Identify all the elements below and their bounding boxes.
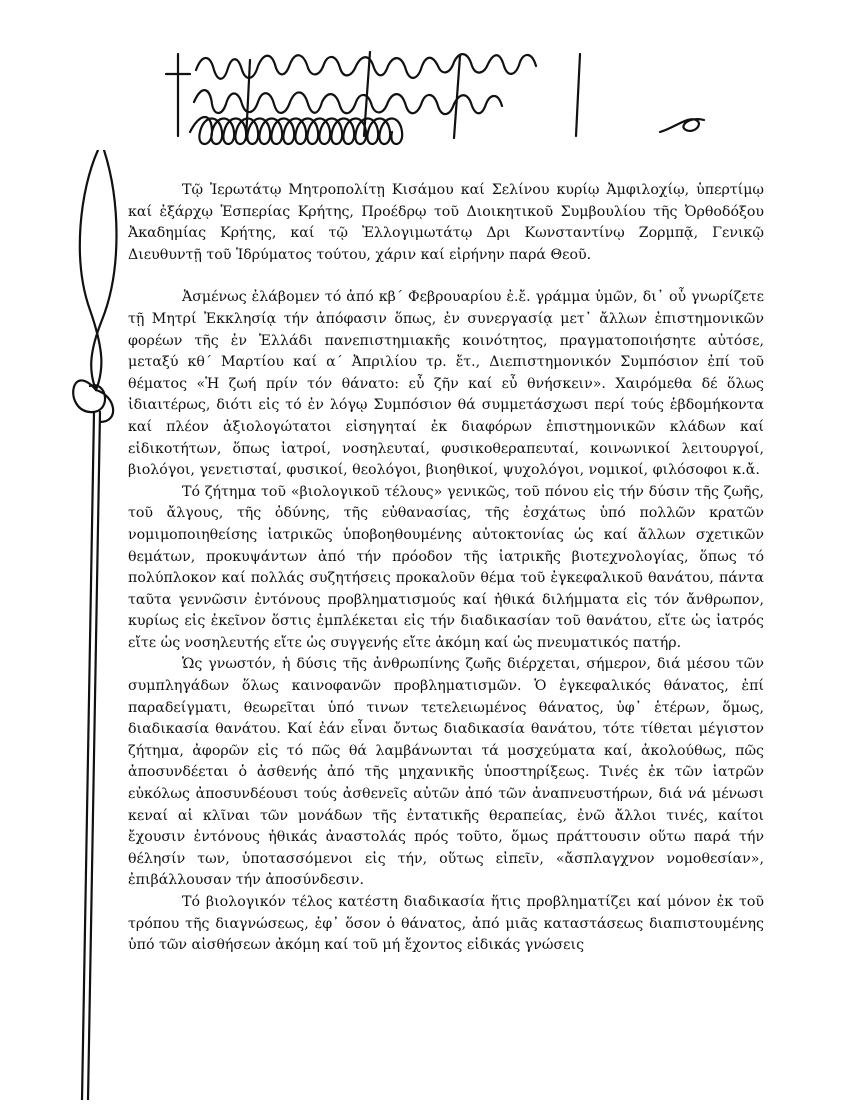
paragraph-4: Τό βιολογικόν τέλος κατέστη διαδικασία ἥτις προβληματίζει καί μόνον ἐκ τοῦ τρόπου τῆς διαγνώσεως, ἐφ᾽ ὅσον ὁ θάνατος, ἀπό μιᾶς καταστάσεως διαπιστουμένης ὑπό τῶν αἰσθήσεων ἀκόμη καί τοῦ μή ἔχοντος εἰδικάς γνώσεις <box>128 894 764 954</box>
paragraph-2: Τό ζήτημα τοῦ «βιολογικοῦ τέλους» γενικῶς, τοῦ πόνου εἰς τήν δύσιν τῆς ζωῆς, τοῦ ἄλγους, τῆς ὀδύνης, τῆς εὐθανασίας, τῆς ἐσχάτως ὑπό πολλῶν κρατῶν νομιμοποιηθείσης ἰατρικῶς ὑποβοηθουμένης αὐτοκτονίας ὡς καί ἄλλων σχετικῶν θεμάτων, προκυψάντων ἀπό τήν πρόοδον τῆς ἰατρικῆς βιοτεχνολογίας, ὅπως τό πολύπλοκον καί πολλάς συζητήσεις προκαλοῦν θέμα τοῦ ἐγκεφαλικοῦ θανάτου, πάντα ταῦτα γεννῶσιν ἐντόνους προβληματισμούς καί ἠθικά διλήμματα εἰς τόν ἄνθρωπον, κυρίως εἰς ἐκεῖνον ὅστις ἐμπλέκεται εἰς τήν διαδικασίαν τοῦ θανάτου, εἴτε ὡς ἰατρός εἴτε ὡς νοσηλευτής εἴτε ὡς συγγενής εἴτε ἀκόμη καί ὡς πνευματικός πατήρ. <box>128 483 764 651</box>
paragraph-1: Ἀσμένως ἐλάβομεν τό ἀπό κβ΄ Φεβρουαρίου ἐ.ἔ. γράμμα ὑμῶν, δι᾽ οὗ γνωρίζετε τῇ Μητρί Ἐκκλησίᾳ τήν ἀπόφασιν ὅπως, ἐν συνεργασίᾳ μετ᾽ ἄλλων ἐπιστημονικῶν φορέων τῆς ἐν Ἑλλάδι πανεπιστημιακῆς κοινότητος, πραγματοποιήσητε αὐτόσε, μεταξύ κθ΄ Μαρτίου καί α΄ Ἀπριλίου τρ. ἔτ., Διεπιστημονικόν Συμπόσιον ἐπί τοῦ θέματος «Ἡ ζωή πρίν τόν θάνατο: εὖ ζῆν καί εὖ θνήσκειν». Χαιρόμεθα δέ ὅλως ἰδιαιτέρως, διότι εἰς τό ἐν λόγῳ Συμπόσιον θά συμμετάσχωσι περί τούς ἑβδομήκοντα καί πλέον ἀξιολογώτατοι εἰσηγηταί ἐκ διαφόρων ἐπιστημονικῶν κλάδων καί εἰδικοτήτων, ὅπως ἰατροί, νοσηλευταί, φυσικοθεραπευταί, κοινωνικοί λειτουργοί, βιολόγοι, γενετισταί, φυσικοί, θεολόγοι, βιοηθικοί, ψυχολόγοι, νομικοί, φιλόσοφοι κ.ἄ. <box>128 289 764 479</box>
letter-body <box>128 180 764 957</box>
patriarch-signature <box>160 40 720 150</box>
letter-address: Τῷ Ἱερωτάτῳ Μητροπολίτῃ Κισάμου καί Σελίνου κυρίῳ Ἀμφιλοχίῳ, ὑπερτίμῳ καί ἐξάρχῳ Ἑσπερίας Κρήτης, Προέδρῳ τοῦ Διοικητικοῦ Συμβουλίου τῆς Ὀρθοδόξου Ἀκαδημίας Κρήτης, καί τῷ Ἐλλογιμωτάτῳ Δρι Κωνσταντίνῳ Ζορμπᾷ, Γενικῷ Διευθυντῇ τοῦ Ἱδρύματος τούτου, χάριν καί εἰρήνην παρά Θεοῦ. <box>128 182 764 263</box>
paragraph-3: Ὡς γνωστόν, ἡ δύσις τῆς ἀνθρωπίνης ζωῆς διέρχεται, σήμερον, διά μέσου τῶν συμπληγάδων ὅλως καινοφανῶν προβληματισμῶν. Ὁ ἐγκεφαλικός θάνατος, ἐπί παραδείγματι, θεωρεῖται ὑπό τινων τετελειωμένος θάνατος, ὑφ᾽ ἑτέρων, ὅμως, διαδικασία θανάτου. Καί ἐάν εἶναι ὄντως διαδικασία θανάτου, τότε τίθεται μέγιστον ζήτημα, ἀφορῶν εἰς τό πῶς θά λαμβάνωνται τά μοσχεύματα καί, ἀκολούθως, πῶς ἀποσυνδέεται ὁ ἀσθενής ἀπό τῆς μηχανικῆς ὑποστηρίξεως. Τινές ἐκ τῶν ἰατρῶν εὐκόλως ἀποσυνδέουσι τούς ἀσθενεῖς αὐτῶν ἀπό τῶν ἀναπνευστήρων, διά νά μένωσι κεναί αἱ κλῖναι τῶν μονάδων τῆς ἐντατικῆς θεραπείας, ἐνῶ ἄλλοι τινές, καίτοι ἔχουσιν ἐντόνους ἠθικάς ἀναστολάς πρός τοῦτο, ὅμως πράττουσιν οὕτω παρά τήν θέλησίν των, ὑποτασσόμενοι εἰς τήν, οὕτως εἰπεῖν, «ἄσπλαγχνον νομοθεσίαν», ἐπιβάλλουσαν τήν ἀποσύνδεσιν. <box>128 656 764 889</box>
